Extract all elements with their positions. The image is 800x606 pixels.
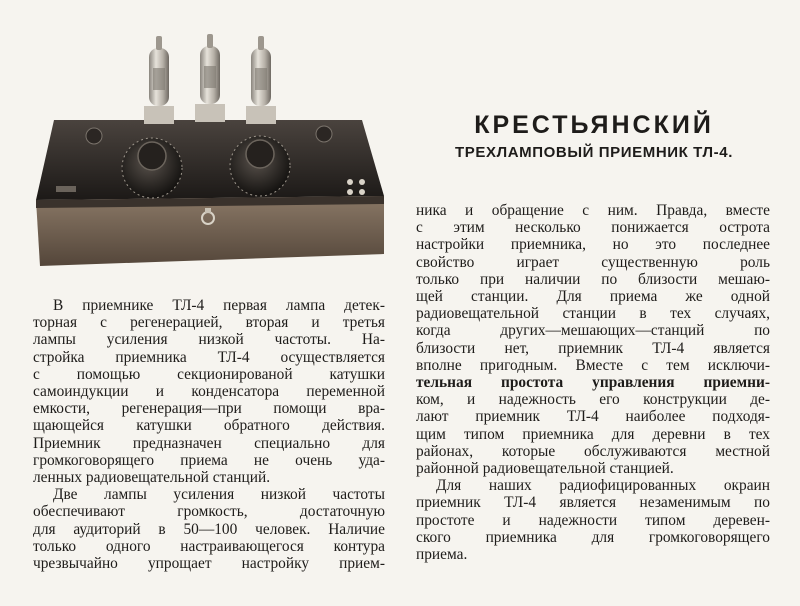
text-line: радиовещательной станции в тех случаях,	[416, 305, 770, 323]
radio-receiver-photo	[32, 28, 390, 268]
text-line: ком, и надежность его конструкции де-	[416, 391, 770, 409]
article-subtitle: ТРЕХЛАМПОВЫЙ ПРИЕМНИК ТЛ-4.	[455, 144, 733, 161]
text-line: когда других—мешающих—станций по	[416, 322, 770, 340]
text-line: обеспечивают громкость, достаточную	[33, 503, 385, 521]
text-line: с этим несколько понижается острота	[416, 219, 770, 237]
text-line: Две лампы усиления низкой частоты	[53, 486, 385, 504]
text-line: приема.	[416, 546, 468, 564]
text-line: самоиндукции и конденсатора переменной	[33, 383, 385, 401]
right-text-column	[416, 202, 770, 563]
left-text-column	[33, 297, 385, 572]
text-line: стройка приемника ТЛ-4 осуществляется	[33, 348, 385, 366]
text-line: ленных радиовещательной станций.	[33, 469, 271, 487]
text-line: лампы усиления низкой частоты. На-	[33, 331, 385, 349]
article-headline	[418, 110, 770, 164]
text-line: для аудиторий в 50—100 человек. Наличие	[33, 520, 385, 538]
text-line: с помощью секционированой катушки	[33, 365, 385, 383]
text-line: громкоговорящего приема не очень уда-	[33, 451, 385, 469]
text-line: ника и обращение с ним. Правда, вместе	[416, 202, 770, 219]
text-line: только одного настраивающегося контура	[33, 537, 385, 555]
text-line: емкости, регенерация—при помощи вра-	[33, 400, 385, 418]
text-line: торная с регенерацией, вторая и третья	[33, 314, 385, 332]
text-line: свойство играет существенную роль	[416, 253, 770, 271]
text-line: вполне пригодным. Вместе с тем исключи-	[416, 356, 770, 374]
text-line: близости нет, приемник ТЛ-4 является	[416, 339, 770, 357]
text-line: щей станции. Для приема же одной	[416, 288, 770, 306]
text-line: чрезвычайно упрощает настройку прием-	[33, 555, 385, 573]
article-title: КРЕСТЬЯНСКИЙ	[474, 111, 714, 139]
text-line: щим типом приемника для деревни в тех	[416, 425, 770, 443]
text-line: районной радиовещательной станцией.	[416, 460, 674, 478]
text-line: тельная простота управления приемни-	[416, 374, 770, 392]
text-line: В приемнике ТЛ-4 первая лампа детек-	[53, 297, 385, 314]
text-line: лают приемник ТЛ-4 наиболее подходя-	[416, 408, 770, 426]
text-line: простоте и надежности типом деревен-	[416, 511, 770, 529]
text-line: Приемник предназначен специально для	[33, 434, 385, 452]
text-line: Для наших радиофицированных окраин	[436, 477, 770, 495]
text-line: щающейся катушки обратного действия.	[33, 417, 385, 435]
text-line: только при наличии по близости мешаю-	[416, 270, 770, 288]
radio-receiver-photo-icon	[32, 28, 390, 268]
text-line: настройки приемника, но это последнее	[416, 236, 770, 254]
text-line: приемник ТЛ-4 является незаменимым по	[416, 494, 770, 512]
text-line: районах, которые обслуживаются местной	[416, 442, 770, 460]
text-line: ского приемника для громкоговорящего	[416, 528, 770, 546]
